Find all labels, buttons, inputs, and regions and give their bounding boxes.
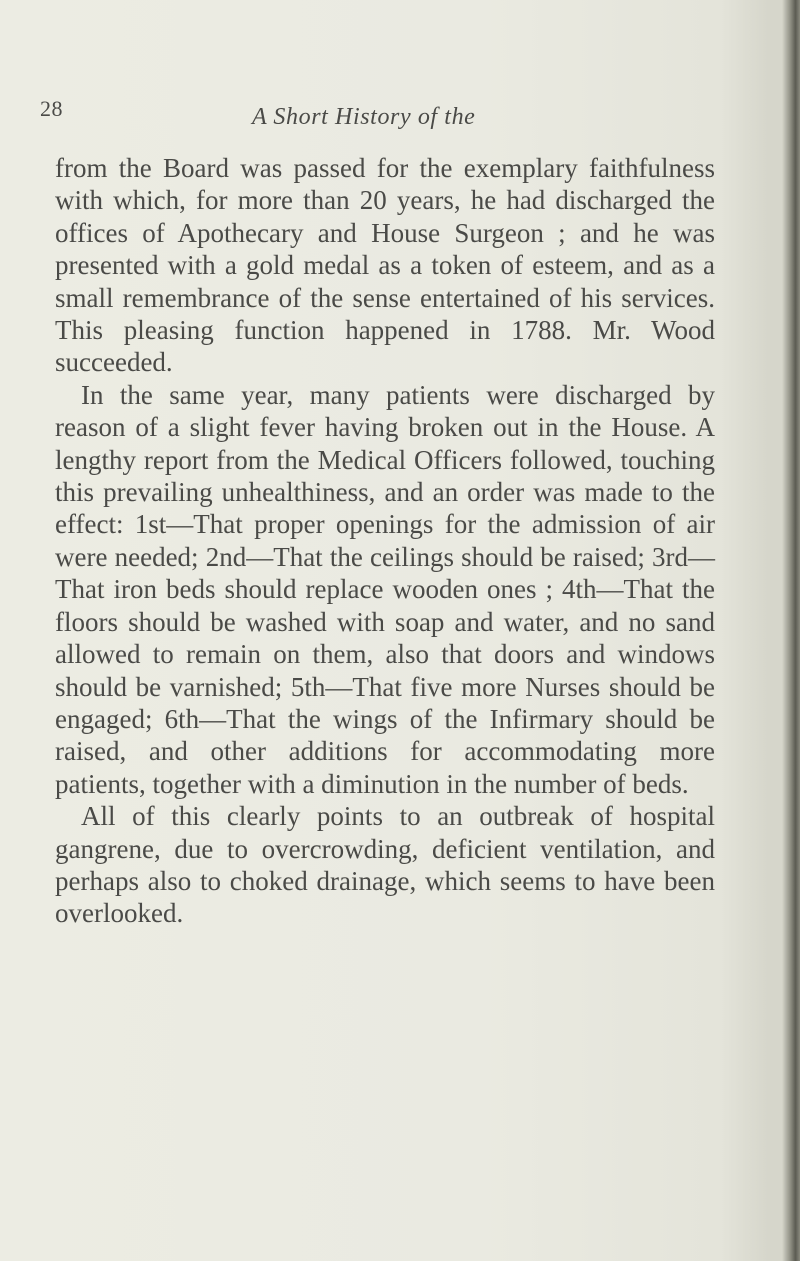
body-text <box>55 152 715 930</box>
paragraph-report: In the same year, many patients were discharged by reason of a slight fever having broken out in the House. A lengthy report from the Medical Officers followed, touching this prevailing unhealthiness, and an order was made to the effect: 1st—That proper openings for the admission of air were needed; 2nd—That the ceilings should be raised; 3rd—That iron beds should replace wooden ones ; 4th—That the floors should be washed with soap and water, and no sand allowed to remain on them, also that doors and windows should be varnished; 5th—That five more Nurses should be engaged; 6th—That the wings of the Infirmary should be raised, and other additions for accommodating more patients, together with a diminution in the number of beds. <box>55 379 715 799</box>
page-number: 28 <box>40 96 63 121</box>
page-header <box>0 96 800 136</box>
paragraph-conclusion: All of this clearly points to an outbreak of hospital gangrene, due to overcrowding, deficient ventilation, and perhaps also to choked drainage, which seems to have been overlooked. <box>55 801 715 929</box>
page-edge-shadow <box>782 0 800 1261</box>
paragraph-continuation: from the Board was passed for the exemplary faithfulness with which, for more than 20 years, he had discharged the offices of Apothecary and House Surgeon ; and he was presented with a gold medal as a token of esteem, and as a small remembrance of the sense entertained of his services. This pleasing function happened in 1788. Mr. Wood succeeded. <box>55 153 715 378</box>
running-title: A Short History of the <box>252 104 476 130</box>
